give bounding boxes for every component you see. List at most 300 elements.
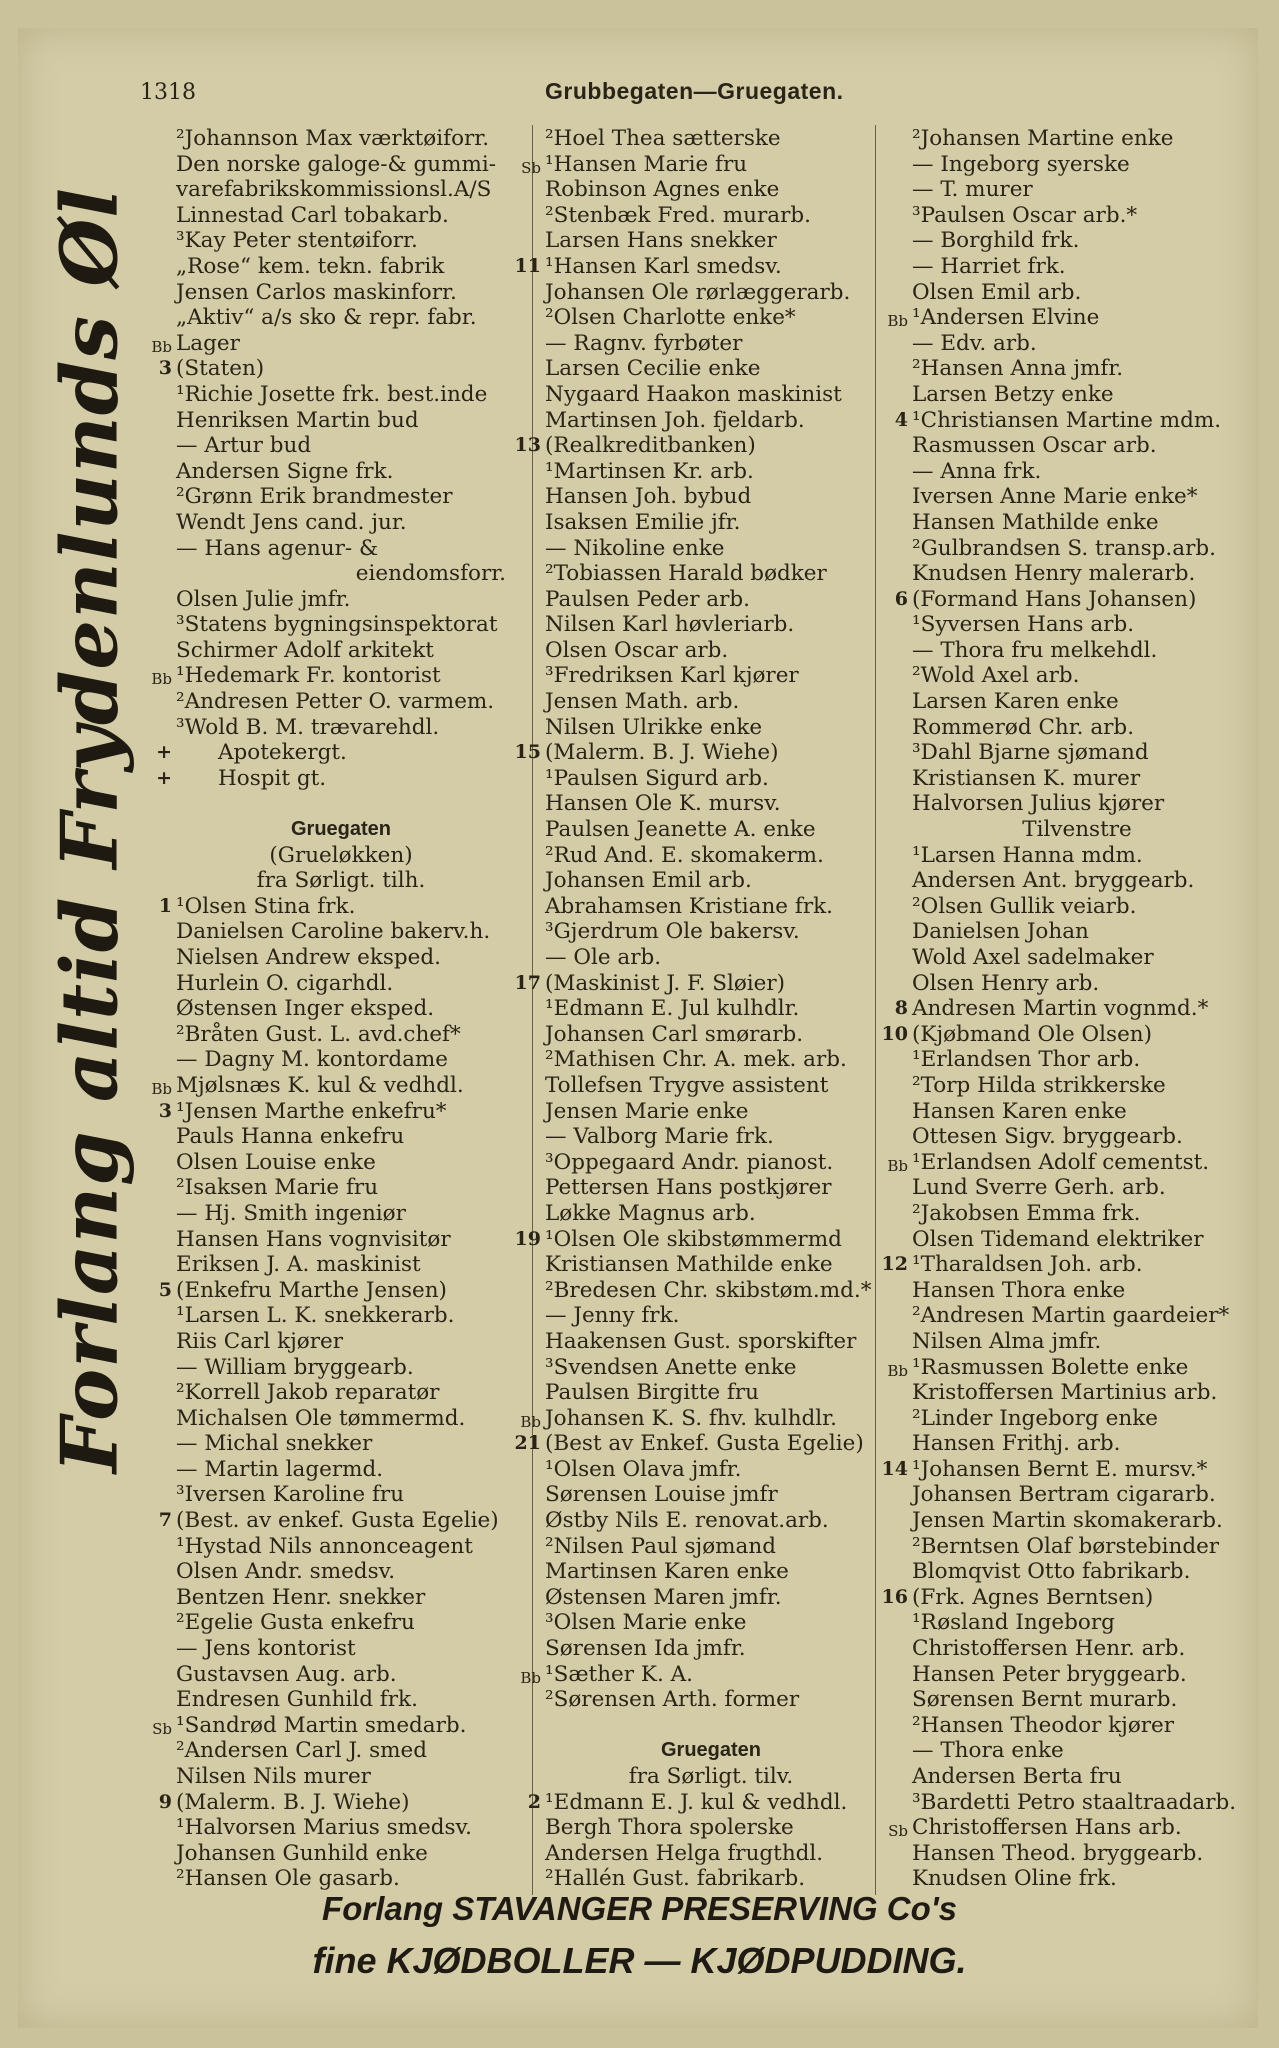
entry-text: ²Tobiassen Harald bødker	[545, 561, 827, 587]
directory-entry	[151, 1072, 506, 1099]
entry-text: Christoffersen Henr. arb.	[912, 1636, 1186, 1662]
directory-entry	[912, 280, 1242, 306]
entry-text: (Formand Hans Johansen)	[912, 586, 1197, 612]
directory-entry	[545, 638, 877, 664]
directory-entry	[545, 331, 877, 357]
entry-text: Nilsen Nils murer	[176, 1764, 371, 1789]
entry-text: Olsen Emil arb.	[912, 279, 1082, 305]
directory-entry	[545, 996, 877, 1022]
directory-entry	[894, 407, 1242, 434]
directory-entry	[156, 765, 506, 792]
directory-entry	[520, 1661, 877, 1688]
directory-entry	[545, 1738, 877, 1764]
side-advertisement	[40, 160, 140, 1500]
entry-text: ¹Røsland Ingeborg	[912, 1610, 1115, 1636]
directory-entry	[545, 1303, 877, 1329]
entry-text: Haakensen Gust. sporskifter	[545, 1328, 857, 1354]
directory-entry	[545, 1636, 877, 1662]
entry-text: Hansen Mathilde enke	[912, 509, 1159, 535]
directory-entry	[545, 1047, 877, 1073]
entry-text: ¹Rasmussen Bolette enke	[912, 1354, 1189, 1380]
directory-entry	[152, 1712, 506, 1739]
entry-text: — Valborg Marie frk.	[545, 1124, 774, 1150]
entry-text: ³Bardetti Petro staaltraadarb.	[912, 1789, 1237, 1815]
house-number-marker: Sb	[521, 158, 541, 177]
directory-entry	[912, 203, 1242, 229]
entry-text: ¹Larsen L. K. snekkerarb.	[176, 1303, 455, 1329]
entry-text: (Maskinist J. F. Sløier)	[545, 970, 786, 996]
directory-entry	[545, 612, 877, 638]
entry-text: Henriksen Martin bud	[176, 407, 419, 433]
entry-text: ¹Jensen Marthe enkefru*	[176, 1098, 447, 1124]
house-number-marker: Bb	[151, 1079, 172, 1098]
entry-text: Isaksen Emilie jfr.	[545, 509, 741, 535]
directory-entry	[545, 561, 877, 587]
directory-entry	[176, 817, 506, 843]
directory-entry	[912, 1175, 1242, 1201]
directory-entry	[176, 843, 506, 869]
entry-text: fra Sørligt. tilh.	[256, 868, 426, 894]
entry-text: Sørensen Bernt murarb.	[912, 1687, 1178, 1713]
directory-entry	[176, 1252, 506, 1278]
directory-entry	[912, 382, 1242, 408]
entry-text: ²Nilsen Paul sjømand	[545, 1533, 776, 1559]
entry-text: ¹Olsen Ole skibstømmermd	[545, 1226, 842, 1252]
column-1	[151, 126, 506, 1892]
entry-text: Hansen Frithj. arb.	[912, 1431, 1121, 1457]
entry-text: — Borghild frk.	[912, 228, 1080, 254]
directory-entry	[176, 254, 506, 280]
directory-entry	[176, 1431, 506, 1457]
directory-entry	[176, 305, 506, 331]
entry-text: Hansen Hans vognvisitør	[176, 1226, 451, 1252]
directory-entry	[176, 1738, 506, 1764]
entry-text: ³Kay Peter stentøiforr.	[176, 228, 418, 254]
directory-entry	[912, 1636, 1242, 1662]
directory-entry	[158, 1098, 506, 1125]
directory-entry	[912, 1406, 1242, 1432]
entry-text: Martinsen Karen enke	[545, 1559, 789, 1585]
entry-text: ²Wold Axel arb.	[912, 663, 1080, 689]
directory-entry	[176, 1482, 506, 1508]
entry-text: ²Hansen Ole gasarb.	[176, 1866, 400, 1892]
entry-text: Paulsen Birgitte fru	[545, 1380, 759, 1406]
directory-entry	[894, 996, 1242, 1022]
house-number-marker: Bb	[887, 1361, 908, 1380]
entry-text: fra Sørligt. tilv.	[628, 1764, 794, 1789]
entry-text: Gruegaten	[660, 1739, 762, 1762]
entry-text: Olsen Louise enke	[176, 1149, 376, 1175]
entry-text: ²Grønn Erik brandmester	[176, 484, 453, 510]
directory-entry	[912, 663, 1242, 689]
entry-text: Kristoffersen Martinius arb.	[912, 1380, 1218, 1406]
directory-entry	[545, 510, 877, 536]
directory-entry	[176, 510, 506, 536]
entry-text: — Michal snekker	[176, 1431, 373, 1457]
entry-text: (Frk. Agnes Berntsen)	[912, 1584, 1154, 1610]
directory-entry	[545, 689, 877, 715]
entry-text: Kristiansen K. murer	[912, 765, 1141, 791]
entry-text: ¹Tharaldsen Joh. arb.	[912, 1252, 1143, 1278]
entry-text: — William bryggearb.	[176, 1354, 414, 1380]
directory-entry	[514, 433, 877, 459]
entry-text: ¹Larsen Hanna mdm.	[912, 842, 1143, 868]
house-number-marker: Bb	[520, 1668, 541, 1687]
directory-entry	[912, 791, 1242, 817]
directory-entry	[176, 1559, 506, 1585]
directory-entry	[176, 715, 506, 741]
entry-text: ²Stenbæk Fred. murarb.	[545, 202, 811, 228]
directory-entry	[176, 1124, 506, 1150]
entry-text: ²Bredesen Chr. skibstøm.md.*	[545, 1277, 872, 1303]
directory-entry	[545, 1559, 877, 1585]
entry-text: — Thora enke	[912, 1738, 1064, 1764]
directory-entry	[176, 536, 506, 562]
entry-text: Hansen Thora enke	[912, 1277, 1126, 1303]
directory-entry	[520, 1405, 877, 1432]
directory-entry	[881, 1584, 1242, 1611]
directory-entry	[545, 766, 877, 792]
directory-entry	[912, 1047, 1242, 1073]
entry-text: Knudsen Oline frk.	[912, 1866, 1117, 1892]
directory-entry	[912, 228, 1242, 254]
entry-text: ¹Johansen Bernt E. mursv.*	[912, 1456, 1208, 1482]
entry-text: Johansen K. S. fhv. kulhdlr.	[545, 1405, 837, 1431]
directory-entry	[176, 1585, 506, 1611]
entry-text: ¹Hansen Marie fru	[545, 151, 748, 177]
directory-entry	[176, 996, 506, 1022]
directory-entry	[887, 305, 1242, 331]
entry-text: ¹Erlandsen Thor arb.	[912, 1047, 1141, 1073]
directory-entry	[912, 1329, 1242, 1355]
entry-text: Sørensen Louise jmfr	[545, 1482, 778, 1508]
house-number-marker: Sb	[888, 1822, 908, 1841]
entry-text: Hansen Karen enke	[912, 1098, 1127, 1124]
directory-entry	[151, 663, 506, 689]
entry-text: ²Hansen Anna jmfr.	[912, 356, 1124, 382]
entry-text: (Staten)	[176, 356, 265, 382]
entry-text: ²Bråten Gust. L. avd.chef*	[176, 1021, 461, 1047]
entry-text: — Ole arb.	[545, 945, 662, 970]
house-number-marker: +	[156, 741, 172, 764]
directory-entry	[176, 971, 506, 997]
directory-entry	[176, 1150, 506, 1176]
entry-text: Knudsen Henry malerarb.	[912, 561, 1196, 587]
directory-entry	[888, 1815, 1242, 1841]
directory-entry	[158, 356, 506, 382]
house-number-marker: +	[156, 766, 172, 789]
directory-entry	[912, 843, 1242, 869]
entry-text: ³Oppegaard Andr. pianost.	[545, 1149, 834, 1175]
entry-text: ²Hallén Gust. fabrikarb.	[545, 1866, 806, 1892]
entry-text: Andersen Ant. bryggearb.	[912, 868, 1195, 894]
directory-entry	[545, 1201, 877, 1227]
directory-entry	[545, 894, 877, 920]
directory-entry	[158, 1277, 506, 1304]
entry-text: (Best. av enkef. Gusta Egelie)	[176, 1508, 499, 1534]
entry-text: Olsen Julie jmfr.	[176, 586, 351, 612]
directory-entry	[912, 1380, 1242, 1406]
entry-text: Hurlein O. cigarhdl.	[176, 970, 394, 996]
house-number-marker: 10	[881, 1022, 908, 1045]
entry-text: ¹Halvorsen Marius smedsv.	[176, 1815, 472, 1841]
directory-entry	[545, 1329, 877, 1355]
entry-text: ²Berntsen Olaf børstebinder	[912, 1533, 1220, 1559]
directory-entry	[545, 1866, 877, 1892]
directory-entry	[158, 1789, 506, 1816]
entry-text: Paulsen Jeanette A. enke	[545, 817, 816, 843]
directory-entry	[912, 766, 1242, 792]
entry-text: Larsen Hans snekker	[545, 228, 777, 254]
directory-entry	[545, 1099, 877, 1125]
directory-entry	[545, 1482, 877, 1508]
directory-entry	[545, 126, 877, 152]
directory-entry	[912, 536, 1242, 562]
directory-entry	[887, 1354, 1242, 1381]
directory-entry	[912, 817, 1242, 843]
entry-text: ²Sørensen Arth. former	[545, 1687, 800, 1713]
side-advertisement-text: Forlang altid Frydenlunds Øl	[44, 187, 136, 1473]
directory-entry	[176, 1380, 506, 1406]
entry-text: Andersen Helga frugthdl.	[545, 1840, 824, 1866]
directory-entry	[545, 305, 877, 331]
directory-entry	[176, 945, 506, 971]
entry-text: — Martin lagermd.	[176, 1456, 384, 1482]
entry-text: Jensen Marie enke	[545, 1098, 749, 1124]
entry-text: Johansen Bertram cigararb.	[912, 1482, 1216, 1508]
house-number-marker: 11	[514, 254, 541, 277]
entry-text: eiendomsforr.	[355, 561, 506, 587]
directory-entry	[176, 561, 506, 587]
entry-text: Nilsen Karl høvleriarb.	[545, 612, 795, 638]
directory-entry	[545, 1022, 877, 1048]
entry-text: Ottesen Sigv. bryggearb.	[912, 1124, 1183, 1150]
directory-entry	[912, 740, 1242, 766]
entry-text: ²Linder Ingeborg enke	[912, 1405, 1158, 1431]
column-2	[514, 126, 877, 1892]
directory-entry	[176, 1175, 506, 1201]
directory-entry	[176, 408, 506, 434]
entry-text: ²Johannson Max værktøiforr.	[176, 126, 490, 151]
entry-text: — Hans agenur- &	[176, 535, 379, 561]
house-number-marker: Bb	[887, 1156, 908, 1175]
directory-entry	[912, 945, 1242, 971]
entry-text: Robinson Agnes enke	[545, 177, 780, 203]
entry-text: ¹Edmann E. Jul kulhdlr.	[545, 996, 800, 1022]
directory-entry	[545, 1610, 877, 1636]
entry-text: — Edv. arb.	[912, 330, 1037, 356]
directory-entry	[912, 1866, 1242, 1892]
entry-text: ²Jakobsen Emma frk.	[912, 1200, 1141, 1226]
entry-text: varefabrikskommissionsl.A/S	[176, 177, 492, 203]
directory-entry	[912, 356, 1242, 382]
entry-text: Johansen Gunhild enke	[176, 1840, 428, 1866]
directory-entry	[176, 1355, 506, 1381]
directory-entry	[176, 1764, 506, 1790]
directory-entry	[912, 1099, 1242, 1125]
entry-text: — Jenny frk.	[545, 1303, 680, 1329]
entry-text: — Jens kontorist	[176, 1636, 356, 1662]
entry-text: ³Svendsen Anette enke	[545, 1354, 797, 1380]
directory-entry	[912, 1201, 1242, 1227]
directory-entry	[545, 1150, 877, 1176]
house-number-marker: 2	[527, 1790, 541, 1813]
house-number-marker: 8	[894, 997, 908, 1020]
entry-text: (Best av Enkef. Gusta Egelie)	[545, 1431, 864, 1457]
directory-entry	[176, 459, 506, 485]
entry-text: Olsen Oscar arb.	[545, 637, 729, 663]
entry-text: ²Torp Hilda strikkerske	[912, 1072, 1166, 1098]
entry-text: ²Johansen Martine enke	[912, 126, 1174, 151]
entry-text: Kristiansen Mathilde enke	[545, 1252, 833, 1278]
entry-text: — T. murer	[912, 177, 1033, 203]
directory-entry	[912, 1124, 1242, 1150]
entry-text: Tollefsen Trygve assistent	[545, 1072, 829, 1098]
entry-text: (Kjøbmand Ole Olsen)	[912, 1021, 1153, 1047]
entry-text: Bergh Thora spolerske	[545, 1815, 794, 1841]
directory-entry	[176, 587, 506, 613]
entry-text: Martinsen Joh. fjeldarb.	[545, 407, 805, 433]
directory-entry	[176, 280, 506, 306]
house-number-marker: 3	[158, 357, 172, 380]
entry-text: Sørensen Ida jmfr.	[545, 1636, 746, 1662]
entry-text: ³Dahl Bjarne sjømand	[912, 740, 1149, 766]
directory-entry	[912, 971, 1242, 997]
entry-text: ²Korrell Jakob reparatør	[176, 1380, 440, 1406]
directory-entry	[894, 586, 1242, 613]
entry-text: ¹Paulsen Sigurd arb.	[545, 765, 769, 791]
directory-entry	[912, 1278, 1242, 1304]
directory-entry	[514, 253, 877, 280]
house-number-marker: 9	[158, 1790, 172, 1813]
directory-entry	[545, 1457, 877, 1483]
directory-entry	[545, 484, 877, 510]
entry-text: ¹Erlandsen Adolf cementst.	[912, 1149, 1210, 1175]
entry-text: ¹Martinsen Kr. arb.	[545, 458, 754, 484]
entry-text: Pettersen Hans postkjører	[545, 1175, 832, 1201]
directory-entry	[545, 203, 877, 229]
entry-text: Mjølsnæs K. kul & vedhdl.	[176, 1072, 464, 1098]
entry-text: Abrahamsen Kristiane frk.	[545, 893, 833, 919]
entry-text: Riis Carl kjører	[176, 1328, 343, 1354]
directory-entry	[912, 561, 1242, 587]
entry-text: Endresen Gunhild frk.	[176, 1687, 418, 1713]
entry-text: ²Gulbrandsen S. transp.arb.	[912, 535, 1216, 561]
entry-text: Olsen Tidemand elektriker	[912, 1226, 1204, 1252]
house-number-marker: 13	[514, 434, 541, 457]
house-number-marker: Bb	[520, 1412, 541, 1431]
directory-entry	[176, 177, 506, 203]
directory-entry	[545, 1175, 877, 1201]
directory-entry	[545, 1764, 877, 1790]
directory-entry	[176, 484, 506, 510]
directory-entry	[545, 587, 877, 613]
directory-entry	[912, 1610, 1242, 1636]
directory-entry	[176, 152, 506, 178]
directory-entry	[545, 536, 877, 562]
entry-text: — Ragnv. fyrbøter	[545, 330, 743, 356]
entry-text: ¹Hedemark Fr. kontorist	[176, 663, 441, 689]
directory-entry	[176, 1534, 506, 1560]
directory-entry	[545, 1073, 877, 1099]
directory-entry	[912, 1431, 1242, 1457]
directory-entry	[881, 1021, 1242, 1048]
house-number-marker: 17	[514, 971, 541, 994]
entry-text: Nielsen Andrew eksped.	[176, 945, 441, 970]
directory-entry	[912, 152, 1242, 178]
house-number-marker: 3	[158, 1099, 172, 1122]
directory-entry	[545, 280, 877, 306]
entry-text: — Anna frk.	[912, 458, 1042, 484]
directory-entry	[545, 945, 877, 971]
entry-text: ³Paulsen Oscar arb.*	[912, 202, 1138, 228]
directory-entry	[527, 1789, 877, 1816]
house-number-marker: 5	[158, 1278, 172, 1301]
entry-text: — Thora fru melkehdl.	[912, 637, 1158, 663]
directory-entry	[176, 1636, 506, 1662]
entry-text: (Malerm. B. J. Wiehe)	[176, 1789, 410, 1815]
entry-text: Danielsen Johan	[912, 919, 1089, 945]
entry-text: ²Andersen Carl J. smed	[176, 1738, 427, 1764]
directory-entry	[545, 1815, 877, 1841]
house-number-marker: 14	[881, 1457, 908, 1480]
house-number-marker: 1	[158, 894, 172, 917]
directory-entry	[514, 1431, 877, 1457]
directory-entry	[912, 1738, 1242, 1764]
directory-entry	[176, 228, 506, 254]
house-number-marker: 6	[894, 587, 908, 610]
entry-text: (Malerm. B. J. Wiehe)	[545, 740, 779, 766]
entry-text: ¹Sæther K. A.	[545, 1661, 693, 1687]
house-number-marker: 12	[881, 1253, 908, 1276]
directory-entry	[176, 1687, 506, 1713]
entry-text: ¹Andersen Elvine	[912, 305, 1100, 331]
directory-entry	[176, 1610, 506, 1636]
directory-entry	[912, 715, 1242, 741]
entry-text: ¹Hystad Nils annonceagent	[176, 1533, 473, 1559]
directory-entry	[545, 1508, 877, 1534]
entry-text: ³Olsen Marie enke	[545, 1610, 747, 1636]
entry-text: Eriksen J. A. maskinist	[176, 1252, 421, 1278]
directory-entry	[176, 382, 506, 408]
directory-entry	[912, 1303, 1242, 1329]
entry-text: ³Gjerdrum Ole bakersv.	[545, 919, 800, 945]
entry-text: — Artur bud	[176, 433, 312, 459]
directory-entry	[912, 919, 1242, 945]
entry-text: Andersen Signe frk.	[176, 458, 394, 484]
directory-entry	[912, 1790, 1242, 1816]
directory-entry	[545, 356, 877, 382]
entry-text: (Realkreditbanken)	[545, 433, 756, 459]
directory-entry	[158, 1508, 506, 1534]
directory-entry	[514, 740, 877, 766]
directory-entry	[176, 1047, 506, 1073]
directory-entry	[176, 868, 506, 894]
entry-text: Rasmussen Oscar arb.	[912, 433, 1157, 459]
directory-entry	[912, 1687, 1242, 1713]
entry-text: ¹Olsen Olava jmfr.	[545, 1456, 742, 1482]
directory-entry	[912, 433, 1242, 459]
entry-text: Hansen Ole K. mursv.	[545, 791, 781, 817]
directory-entry	[912, 638, 1242, 664]
directory-entry	[545, 715, 877, 741]
entry-text: (Grueløkken)	[269, 842, 413, 868]
directory-entry	[176, 1866, 506, 1892]
entry-text: ²Hansen Theodor kjører	[912, 1712, 1175, 1738]
entry-text: Larsen Karen enke	[912, 689, 1119, 715]
directory-entry	[176, 689, 506, 715]
directory-entry	[912, 868, 1242, 894]
